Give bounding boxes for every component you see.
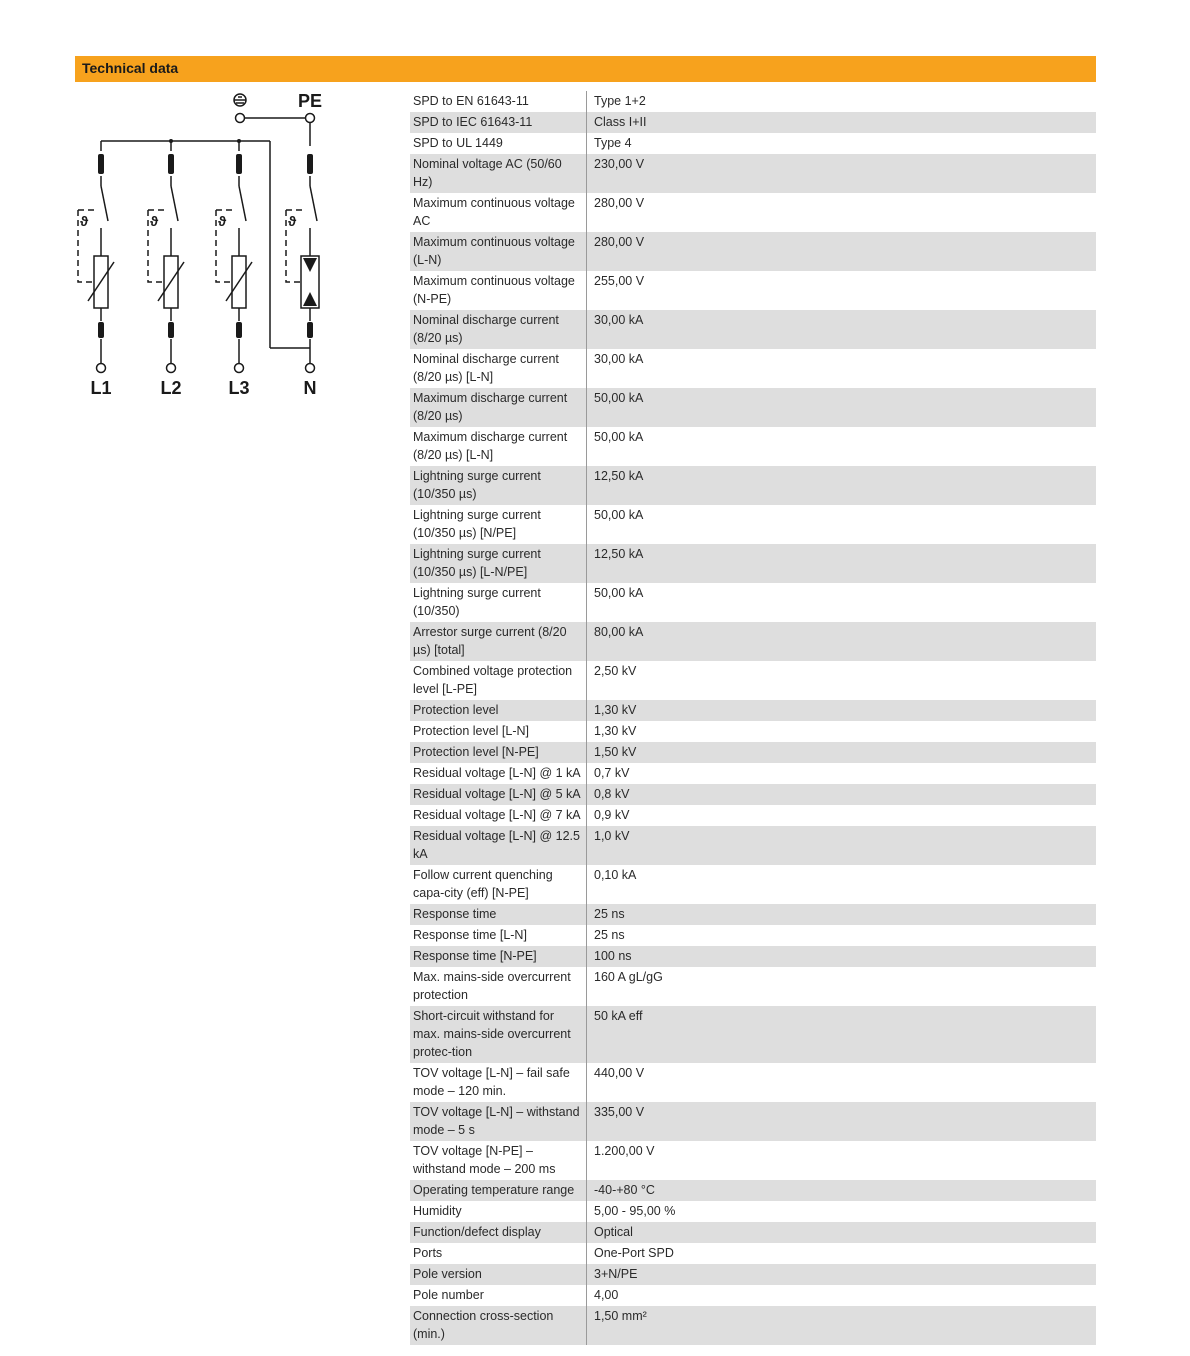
spec-label: Maximum continuous voltage AC [410, 193, 587, 232]
spec-label: Lightning surge current (10/350 µs) [N/PE] [410, 505, 587, 544]
spec-value: 280,00 V [594, 196, 645, 210]
thermal-disconnector-icon: ϑ [218, 213, 227, 229]
spec-value: 30,00 kA [587, 310, 1097, 349]
table-row [410, 967, 1096, 1006]
spec-value: Class I+II [587, 112, 1097, 133]
spec-value: 160 A gL/gG [594, 970, 663, 984]
spec-label: SPD to EN 61643-11 [410, 91, 587, 112]
table-row [410, 784, 1096, 805]
spec-label: TOV voltage [N-PE] – withstand mode – 200 ms [410, 1141, 587, 1180]
table-row [410, 505, 1096, 544]
spec-value: 25 ns [587, 904, 1097, 925]
table-row [410, 1201, 1096, 1222]
spec-value: 1,50 mm² [587, 1306, 1097, 1345]
table-row [410, 742, 1096, 763]
spec-label: Humidity [410, 1201, 587, 1222]
ground-symbol-icon [234, 94, 246, 106]
table-row [410, 721, 1096, 742]
table-row [410, 388, 1096, 427]
spec-value: 0,8 kV [587, 784, 1097, 805]
table-row [410, 1180, 1096, 1201]
table-row [410, 112, 1096, 133]
spec-value: 1,50 kV [587, 742, 1097, 763]
spec-label: SPD to UL 1449 [410, 133, 587, 154]
thermal-disconnector-icon: ϑ [288, 213, 297, 229]
spec-value: Type 4 [594, 136, 632, 150]
spec-value: 0,10 kA [594, 868, 637, 882]
table-row [410, 271, 1096, 310]
spec-label: Function/defect display [410, 1222, 587, 1243]
spec-value: 440,00 V [594, 1066, 645, 1080]
table-row [410, 193, 1096, 232]
table-row [410, 946, 1096, 967]
table-row [410, 427, 1096, 466]
table-row [410, 904, 1096, 925]
spec-value: 1,0 kV [587, 826, 1097, 865]
table-row [410, 865, 1096, 904]
spec-label: Maximum discharge current (8/20 µs) [L-N] [410, 427, 587, 466]
spec-label: Lightning surge current (10/350 µs) [L-N/PE] [410, 544, 587, 583]
spec-label: Response time [410, 904, 587, 925]
table-row [410, 310, 1096, 349]
terminal-label-l2: L2 [160, 378, 182, 398]
spec-label: Residual voltage [L-N] @ 7 kA [410, 805, 587, 826]
spec-value: 5,00 - 95,00 % [594, 1204, 676, 1218]
table-row [410, 91, 1096, 112]
spec-value: Type 1+2 [594, 94, 646, 108]
spec-label: Lightning surge current (10/350) [410, 583, 587, 622]
terminal-label-pe: PE [297, 91, 323, 111]
spec-value: 255,00 V [594, 274, 645, 288]
spec-label: Residual voltage [L-N] @ 1 kA [410, 763, 587, 784]
table-row [410, 349, 1096, 388]
spec-label: Nominal voltage AC (50/60 Hz) [410, 154, 587, 193]
spec-value: 2,50 kV [594, 664, 637, 678]
spec-value: 50,00 kA [594, 586, 644, 600]
spec-value: 50,00 kA [587, 388, 1097, 427]
table-row [410, 826, 1096, 865]
spec-label: Follow current quenching capa-city (eff) [N-PE] [410, 865, 587, 904]
spec-label: Response time [N-PE] [410, 946, 587, 967]
spec-label: TOV voltage [L-N] – withstand mode – 5 s [410, 1102, 587, 1141]
terminal-label-n: N [303, 378, 317, 398]
table-row [410, 583, 1096, 622]
spec-value: -40-+80 °C [587, 1180, 1097, 1201]
table-row [410, 1243, 1096, 1264]
table-row [410, 544, 1096, 583]
spec-label: Maximum discharge current (8/20 µs) [410, 388, 587, 427]
spec-label: Protection level [N-PE] [410, 742, 587, 763]
table-row [410, 1063, 1096, 1102]
terminal-label-l1: L1 [90, 378, 112, 398]
table-row [410, 232, 1096, 271]
spec-label: Pole number [410, 1285, 587, 1306]
table-row [410, 1306, 1096, 1345]
spec-value: 12,50 kA [587, 544, 1097, 583]
technical-data-table [410, 91, 1096, 1345]
spec-label: Ports [410, 1243, 587, 1264]
table-row [410, 1222, 1096, 1243]
table-row [410, 466, 1096, 505]
spec-label: Combined voltage protection level [L-PE] [410, 661, 587, 700]
spec-value: 50,00 kA [594, 508, 644, 522]
spec-value: 30,00 kA [594, 352, 644, 366]
spec-label: Residual voltage [L-N] @ 12.5 kA [410, 826, 587, 865]
table-row [410, 700, 1096, 721]
spec-label: Protection level [L-N] [410, 721, 587, 742]
spec-value: 335,00 V [587, 1102, 1097, 1141]
spec-label: Nominal discharge current (8/20 µs) [410, 310, 587, 349]
spec-value: Optical [587, 1222, 1097, 1243]
table-row [410, 1006, 1096, 1063]
spec-label: Operating temperature range [410, 1180, 587, 1201]
table-row [410, 805, 1096, 826]
spec-value: 3+N/PE [587, 1264, 1097, 1285]
spec-value: 80,00 kA [587, 622, 1097, 661]
terminal-label-l3: L3 [228, 378, 250, 398]
table-row [410, 1141, 1096, 1180]
spec-value: 50,00 kA [594, 430, 644, 444]
table-row [410, 925, 1096, 946]
section-title: Technical data [82, 60, 179, 76]
spec-value: 25 ns [594, 928, 625, 942]
spec-label: TOV voltage [L-N] – fail safe mode – 120 min. [410, 1063, 587, 1102]
spec-value: 280,00 V [587, 232, 1097, 271]
spec-value: 50 kA eff [587, 1006, 1097, 1063]
table-row [410, 661, 1096, 700]
spec-label: Maximum continuous voltage (N-PE) [410, 271, 587, 310]
section-header [75, 56, 1096, 82]
spec-value: 100 ns [587, 946, 1097, 967]
table-row [410, 622, 1096, 661]
spec-label: Max. mains-side overcurrent protection [410, 967, 587, 1006]
spec-value: 1.200,00 V [594, 1144, 655, 1158]
spec-value: 1,30 kV [594, 724, 637, 738]
spec-label: Arrestor surge current (8/20 µs) [total] [410, 622, 587, 661]
spec-label: Residual voltage [L-N] @ 5 kA [410, 784, 587, 805]
spec-value: 0,9 kV [594, 808, 630, 822]
spec-label: Lightning surge current (10/350 µs) [410, 466, 587, 505]
spec-label: Short-circuit withstand for max. mains-side overcurrent protec-tion [410, 1006, 587, 1063]
spec-value: One-Port SPD [594, 1246, 674, 1260]
spec-label: Nominal discharge current (8/20 µs) [L-N] [410, 349, 587, 388]
table-row [410, 133, 1096, 154]
thermal-disconnector-icon: ϑ [150, 213, 159, 229]
thermal-disconnector-icon: ϑ [80, 213, 89, 229]
table-row [410, 154, 1096, 193]
spec-value: 12,50 kA [587, 466, 1097, 505]
table-row [410, 763, 1096, 784]
spec-label: Maximum continuous voltage (L-N) [410, 232, 587, 271]
spec-value: 1,30 kV [587, 700, 1097, 721]
table-row [410, 1285, 1096, 1306]
spec-label: Pole version [410, 1264, 587, 1285]
spec-value: 4,00 [594, 1288, 619, 1302]
spec-label: Protection level [410, 700, 587, 721]
table-row [410, 1102, 1096, 1141]
circuit-diagram [70, 86, 350, 406]
spec-value: 0,7 kV [594, 766, 630, 780]
spec-label: SPD to IEC 61643-11 [410, 112, 587, 133]
table-row [410, 1264, 1096, 1285]
spec-label: Response time [L-N] [410, 925, 587, 946]
spec-label: Connection cross-section (min.) [410, 1306, 587, 1345]
spec-value: 230,00 V [587, 154, 1097, 193]
